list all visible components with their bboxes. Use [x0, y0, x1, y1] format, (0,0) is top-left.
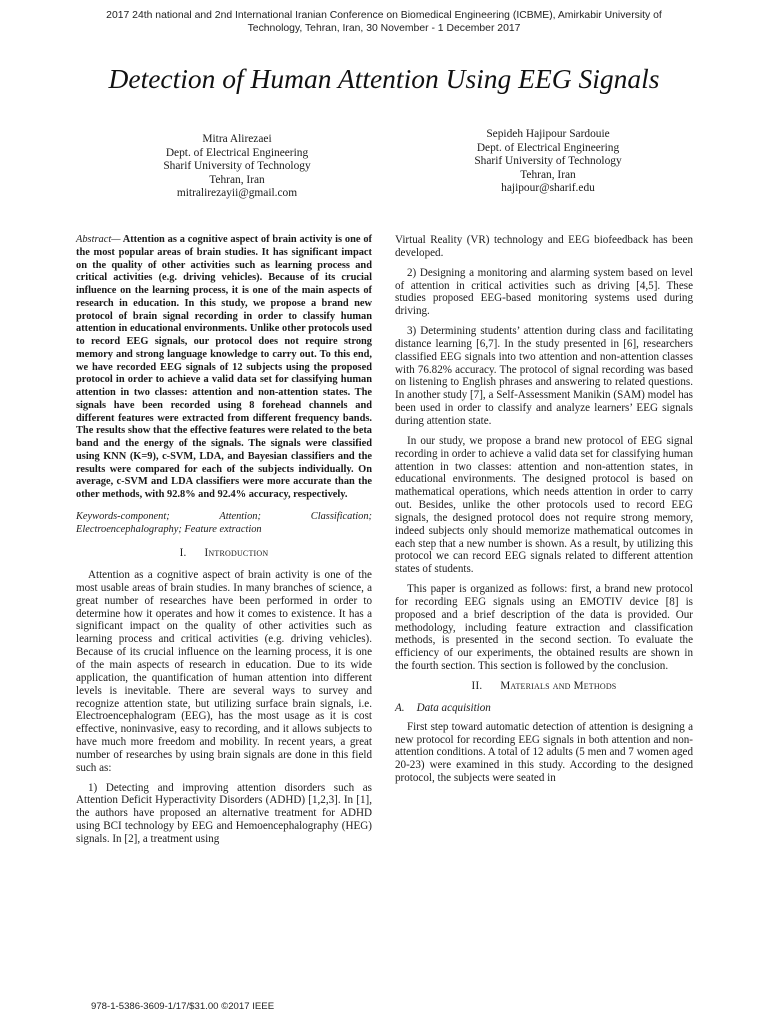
section-heading-introduction: [76, 547, 372, 560]
subsection-label: A.: [395, 701, 405, 714]
paragraph-continuation: Virtual Reality (VR) technology and EEG biofeedback has been developed.: [395, 234, 693, 259]
intro-paragraph-2: 1) Detecting and improving attention disorders such as Attention Deficit Hyperactivity Disorders (ADHD) [1,2,3]. In [1], the authors have proposed an alternative treatment for ADHD using BCI technology by EEG and Hemoencephalography (HEG) signals. In [2], a treatment using: [76, 781, 372, 845]
right-column: [395, 234, 693, 792]
subsection-heading-data-acquisition: [395, 702, 693, 715]
left-column: [76, 234, 372, 853]
author-email: hajipour@sharif.edu: [501, 182, 595, 195]
author-name: Mitra Alirezaei: [202, 133, 272, 145]
section-number: II.: [471, 680, 483, 692]
paragraph-organization: This paper is organized as follows: first, a brand new protocol for recording EEG signals using an EMOTIV device [8] is proposed and a brief description of the data is provided. Our methodology, including feature extraction and classification methods, is presented in the second section. To evaluate the efficiency of our experiments, the obtained results are shown in the fourth section. This section is followed by the conclusion.: [395, 583, 693, 673]
author-dept: Dept. of Electrical Engineering: [165, 146, 309, 159]
section-heading-materials-methods: [395, 680, 693, 693]
paragraph-data-acquisition: First step toward automatic detection of attention is designing a new protocol for recording EEG signals in both attention and non-attention conditions. A total of 12 adults (5 men and 7 women aged 20-23) were examined in this study. According to the designed protocol, the subjects were seated in: [395, 720, 693, 785]
paragraph-item-2: 2) Designing a monitoring and alarming system based on level of attention in critical activities such as driving [4,5]. These studies proposed EEG-based monitoring systems used during driving.: [395, 266, 693, 318]
author-name: Sepideh Hajipour Sardouie: [486, 128, 610, 140]
author-university: Sharif University of Technology: [474, 155, 622, 168]
author-email: mitralirezayii@gmail.com: [176, 187, 298, 200]
section-title: Materials and Methods: [500, 680, 617, 692]
keywords: Keywords-component; Attention; Classification; Electroencephalography; Feature extraction: [76, 510, 372, 535]
section-title: Introduction: [204, 547, 269, 560]
paper-title: Detection of Human Attention Using EEG Signals: [108, 63, 660, 94]
author-city: Tehran, Iran: [209, 173, 265, 186]
section-number: I.: [179, 547, 187, 560]
abstract-text: Attention as a cognitive aspect of brain activity is one of the most popular areas of brain studies. It has significant impact on the quality of other activities such as learning process and critical activities (e.g. driving vehicles). Because of its crucial influence on the learning process, it is one of the main aspects of research in education. In this study, we propose a brand new protocol of brain signal recording in order to classify human attention in educational environments. Unlike other protocols used to record EEG signals, our protocol does not require strong memory and strong language knowledge to carry out. To this end, we have recorded EEG signals of 12 subjects using the proposed protocol in order to achieve a valid data set for classifying human attention in two classes: attention and non-attention states. The signals have been recorded using 8 forehead channels and different features were extracted from different frequency bands. The results show that the effective features were related to the beta band and the energy of the signals. The signals were classified using KNN (K=9), c-SVM, LDA, and Bayesian classifiers and the results were compared for each of the subjects individually. On average, c-SVM and LDA classifiers were more accurate than the other methods, with 92.8% and 92.4% accuracy, respectively.: [76, 234, 372, 500]
author-block-2: [423, 128, 673, 196]
author-block-1: [112, 133, 362, 201]
author-city: Tehran, Iran: [520, 168, 576, 181]
author-dept: Dept. of Electrical Engineering: [476, 141, 620, 154]
intro-paragraph-1: Attention as a cognitive aspect of brain activity is one of the most usable areas of brain studies. In many branches of science, a great number of researches have been performed in order to determine how it operates and how it comes to existence. It has a significant impact on the quality of other activities such as learning process and critical activities (e.g. driving vehicles). Because of its crucial influence on the learning process, it is one of the main aspects of research in education. Due to its wide application, the quantification of human attention into different levels is inevitable. There are several ways to survey and recognize attention state, but utilizing surface brain signals, i.e. Electroencephalogram (EEG), has the most usage as it is cost effective, noninvasive, easy to recording, and it allows subjects to have much more freedom and mobility. In recent years, a great number of researches by using brain signals are done in this field such as:: [76, 569, 372, 774]
paragraph-our-study: In our study, we propose a brand new protocol of EEG signal recording in order to achieve a valid data set for classifying human attention in two classes: attention and non-attention states, in educational environments. The designed protocol is based on mathematical operations, which needs attention in order to carry out. Besides, unlike the other protocols used to record EEG signals, the designed protocol does not require strong memory, indeed subjects only should memorize mathematical outcomes in each step that a new number is shown. As a result, by utilizing this protocol we can record EEG signals related to different attention states of students.: [395, 434, 693, 576]
abstract-label: Abstract—: [76, 234, 121, 245]
copyright-footer: 978-1-5386-3609-1/17/$31.00 ©2017 IEEE: [91, 1001, 275, 1012]
paragraph-item-3: 3) Determining students’ attention during class and facilitating distance learning [6,7]. In the study presented in [6], researchers classified EEG signals into two attention and non-attention classes with 76.82% accuracy. The protocol of signal recording was based on listening to English phrases and answering to related questions. In another study [7], a Self-Assessment Manikin (SAM) model has been used in order to classify and analyze learners’ EEG signals during attention state.: [395, 325, 693, 427]
subsection-title: Data acquisition: [416, 701, 491, 714]
abstract: [76, 234, 372, 502]
author-university: Sharif University of Technology: [163, 160, 311, 173]
conference-header: 2017 24th national and 2nd International Iranian Conference on Biomedical Engineering (ICBME), Amirkabir University of Technology, Tehran, Iran, 30 November - 1 December 2017: [106, 10, 662, 34]
